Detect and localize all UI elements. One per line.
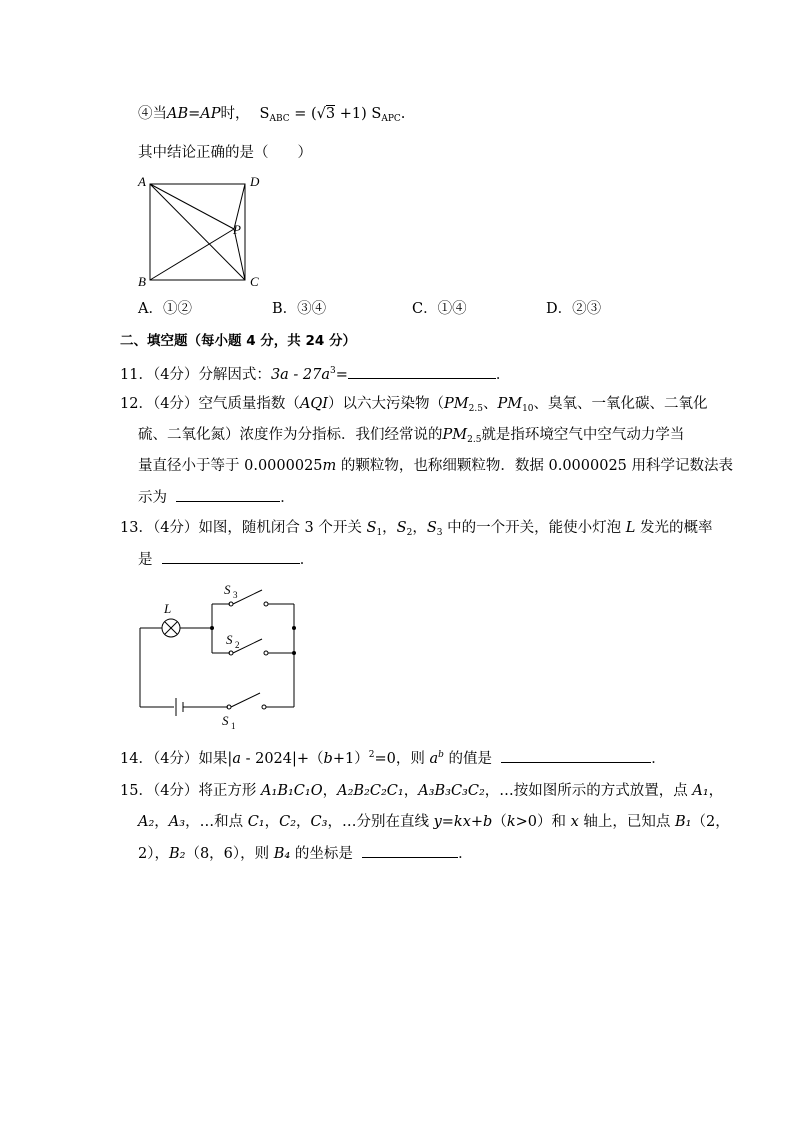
q13-line2: 是 ． [138,549,314,570]
label-a: A [138,174,146,189]
option-a: A．①② [138,301,192,317]
switch-s1-icon [231,693,260,707]
label-s1-sub: 1 [231,721,236,731]
option-c: C．①④ [412,301,467,317]
label-s3-sub: 3 [233,590,238,600]
q12-line3: 量直径小于等于 0.0000025m 的颗粒物，也称细颗粒物．数据 0.0000025 用科学记数法表 [138,458,734,474]
q11: 11．（4分）分解因式：$3a - 27a^3=$ ． [120,366,511,383]
label-s2: S [226,632,233,647]
label-l: L [164,601,172,616]
sqrt-3: √3 [316,106,336,122]
option-d: D．②③ [546,301,602,317]
q12-line2: 硫、二氧化氮）浓度作为分指标．我们经常说的$PM_{2.5}$就是指环境空气中空气动力学当 [138,427,685,445]
option-b: B．③④ [272,301,327,317]
label-c: C [250,274,259,289]
q13-line1: 13．（4分）如图，随机闭合 3 个开关 $S_1$，$S_2$，$S_3$ 中的一个开关，能使小灯泡 L 发光的概率 [120,520,713,538]
answer-blank[interactable] [362,843,458,858]
section-heading: 二、填空题（每小题 4 分，共 24 分） [120,333,356,349]
answer-blank[interactable] [501,748,651,763]
q15-line1: 15．（4分）将正方形 A₁B₁C₁O，A₂B₂C₂C₁，A₃B₃C₃C₂，…按如图所示的方式放置，点 A₁， [120,783,724,799]
q15-line3: 2），B₂（8，6），则 B₄ 的坐标是 ． [138,843,473,864]
answer-blank[interactable] [176,487,280,502]
segment-ac [150,184,245,280]
answer-blank[interactable] [162,549,300,564]
circuit-figure [130,578,310,738]
label-s2-sub: 2 [235,640,240,650]
answer-blank[interactable] [348,364,496,379]
q12-line1: 12．（4分）空气质量指数（AQI）以六大污染物（$PM_{2.5}$、$PM_{10}$、臭氧、一氧化碳、二氧化 [120,396,708,414]
q10-item4: ④当AB=AP时， $S_{ABC} = (√3 +1)$ $S_{APC}$. [138,106,406,124]
circled-4: ④ [138,106,153,122]
segment-ap [150,184,234,229]
label-b: B [138,274,146,289]
label-d: D [250,174,260,189]
label-s3: S [224,582,231,597]
label-s1: S [222,713,229,728]
q12-line4: 示为 ． [138,487,295,508]
q10-stem: 其中结论正确的是（ ） [138,145,312,161]
s-abc: $S_{ABC}$ [259,106,290,124]
label-p: P [233,222,241,237]
square-figure [130,170,270,292]
q14: 14．（4分）如果$|a - 2024|+(b+1)^2=0$，则 $a^b$ 的值是 ． [120,750,666,767]
s-apc: $S_{APC}$ [371,106,401,124]
q11-expr: $3a - 27a^3=$ [270,366,348,383]
q15-line2: A₂，A₃，…和点 C₁，C₂，C₃，…分别在直线 y=kx+b（k>0）和 x 轴上，已知点 B₁（2， [138,814,730,830]
segment-bp [150,229,234,280]
